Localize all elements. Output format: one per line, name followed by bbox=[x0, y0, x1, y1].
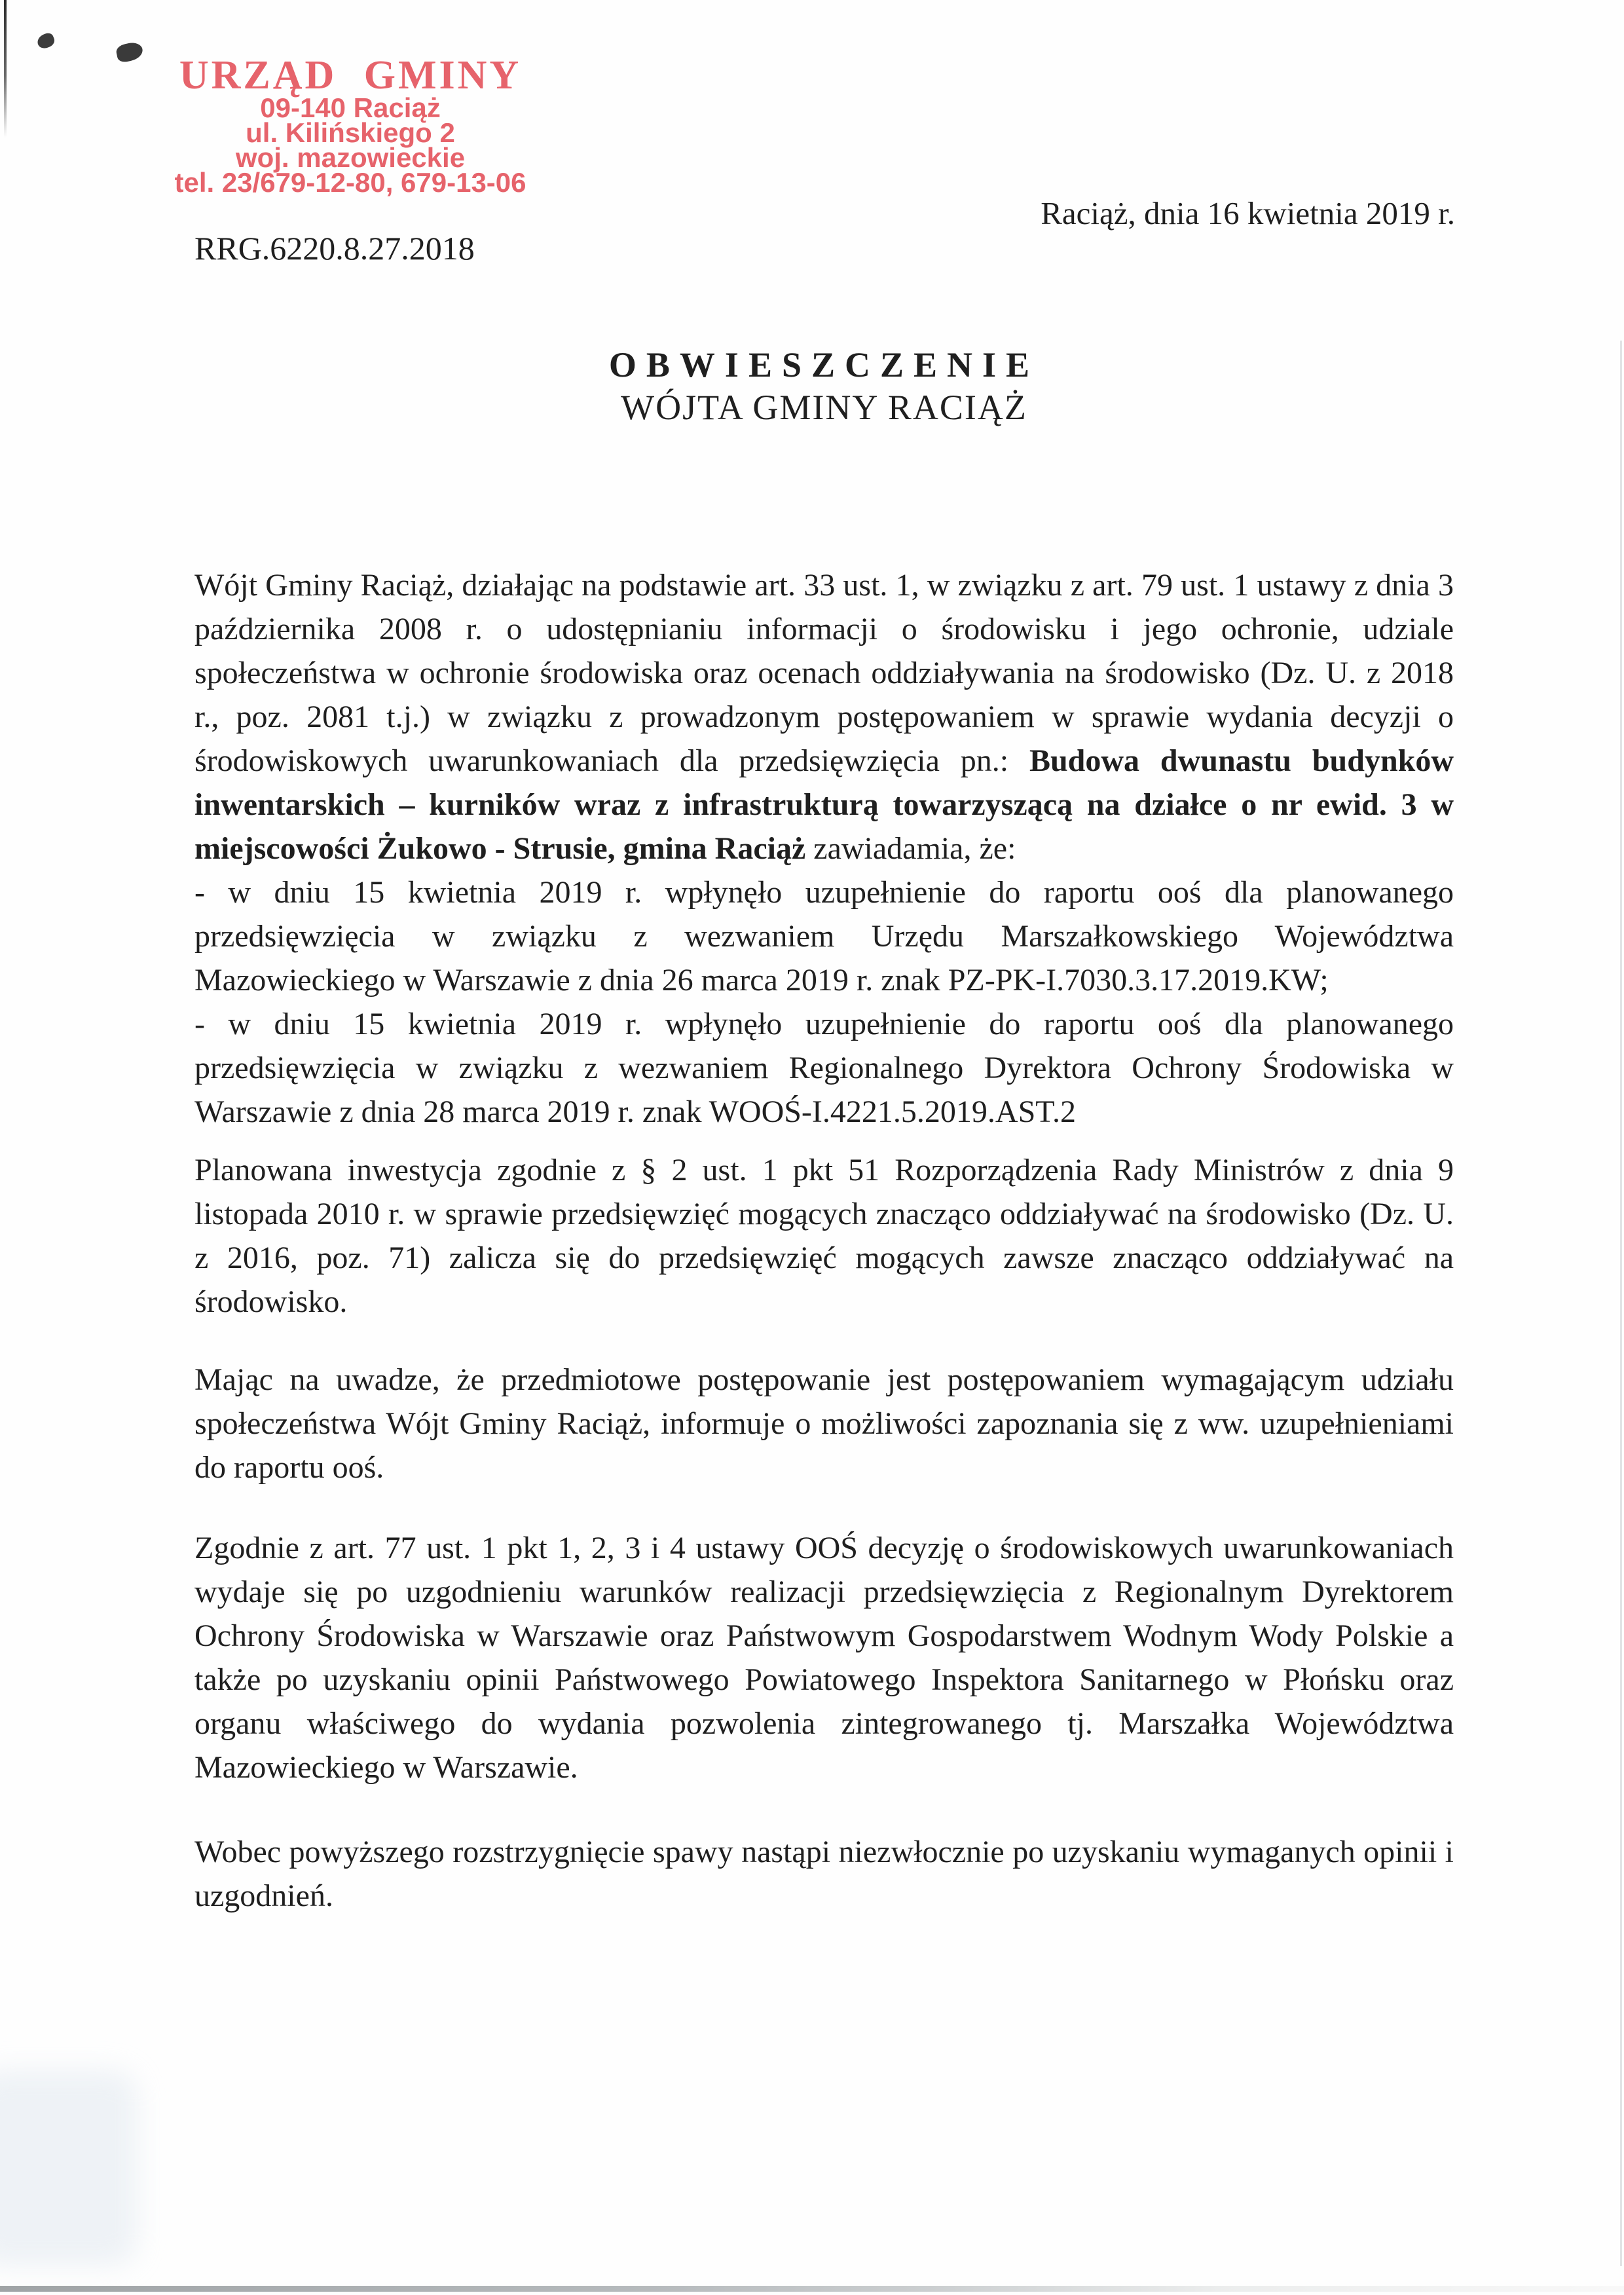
stamp-postal-city: 09-140 Raciąż bbox=[260, 92, 441, 123]
announcement-subtitle: WÓJTA GMINY RACIĄŻ bbox=[621, 388, 1027, 427]
office-stamp bbox=[160, 53, 540, 198]
update-bullet-1: - w dniu 15 kwietnia 2019 r. wpłynęło uzupełnienie do raportu ooś dla planowanego przedsięwzięcia w związku z wezwaniem Urzędu Marszałkowskiego Województwa Mazowieckiego w Warszawie z dnia 26 marca 2019 r. znak PZ-PK-I.7030.3.17.2019.KW; bbox=[194, 875, 1454, 998]
scan-edge-left bbox=[4, 0, 7, 138]
scan-edge-bottom bbox=[0, 2286, 1624, 2292]
body-paragraph-5: Wobec powyższego rozstrzygnięcie spawy nastąpi niezwłocznie po uzyskaniu wymaganych opinii i uzgodnień. bbox=[194, 1835, 1454, 1913]
place-date-line: Raciąż, dnia 16 kwietnia 2019 r. bbox=[1041, 195, 1455, 231]
stamp-voivodeship: woj. mazowieckie bbox=[235, 142, 466, 173]
scan-speck bbox=[35, 31, 56, 50]
announcement-title: OBWIESZCZENIE bbox=[608, 345, 1040, 384]
scan-shadow-bottom-left bbox=[0, 2070, 138, 2266]
title-block bbox=[194, 346, 1454, 426]
body-paragraph-3: Mając na uwadze, że przedmiotowe postępowanie jest postępowaniem wymagającym udziału społeczeństwa Wójt Gminy Raciąż, informuje o możliwości zapoznania się z ww. uzupełnieniami do raportu ooś. bbox=[194, 1362, 1454, 1485]
paragraph-1-tail: zawiadamia, że: bbox=[805, 831, 1016, 866]
case-number: RRG.6220.8.27.2018 bbox=[194, 230, 475, 267]
body-paragraph-1 bbox=[194, 563, 1454, 870]
body-paragraph-4: Zgodnie z art. 77 ust. 1 pkt 1, 2, 3 i 4 ustawy OOŚ decyzję o środowiskowych uwarunkowaniach wydaje się po uzgodnieniu warunków realizacji przedsięwzięcia z Regionalnym Dyrektorem Ochrony Środowiska w Warszawie oraz Państwowym Gospodarstwem Wodnym Wody Polskie a także po uzyskaniu opinii Państwowego Powiatowego Inspektora Sanitarnego w Płońsku oraz organu właściwego do wydania pozwolenia zintegrowanego tj. Marszałka Województwa Mazowieckiego w Warszawie. bbox=[194, 1531, 1454, 1785]
stamp-office-name: URZĄD GMINY bbox=[179, 53, 522, 98]
stamp-street: ul. Kilińskiego 2 bbox=[246, 117, 455, 148]
body-paragraph-2: Planowana inwestycja zgodnie z § 2 ust. 1 pkt 51 Rozporządzenia Rady Ministrów z dnia 9 listopada 2010 r. w sprawie przedsięwzięć mogących znacząco oddziaływać na środowisko (Dz. U. z 2016, poz. 71) zalicza się do przedsięwzięć mogących zawsze znacząco oddziaływać na środowisko. bbox=[194, 1153, 1454, 1319]
scan-edge-right bbox=[1620, 341, 1622, 2266]
paragraph-1-lead: Wójt Gminy Raciąż, działając na podstawie art. 33 ust. 1, w związku z art. 79 ust. 1 ustawy z dnia 3 października 2008 r. o udostępnianiu informacji o środowisku i jego ochronie, udziale społeczeństwa w ochronie środowiska oraz ocenach oddziaływania na środowisko (Dz. U. z 2018 r., poz. 2081 t.j.) w związku z prowadzonym postępowaniem w sprawie wydania decyzji o środowiskowych uwarunkowaniach dla przedsięwzięcia pn.: bbox=[194, 568, 1454, 778]
stamp-phone: tel. 23/679-12-80, 679-13-06 bbox=[174, 167, 526, 198]
project-name-bold: Budowa dwunastu budynków inwentarskich – kurników wraz z infrastrukturą towarzyszącą na działce o nr ewid. 3 w miejscowości Żukowo - Strusie, gmina Raciąż bbox=[194, 743, 1454, 866]
update-bullet-2: - w dniu 15 kwietnia 2019 r. wpłynęło uzupełnienie do raportu ooś dla planowanego przedsięwzięcia w związku z wezwaniem Regionalnego Dyrektora Ochrony Środowiska w Warszawie z dnia 28 marca 2019 r. znak WOOŚ-I.4221.5.2019.AST.2 bbox=[194, 1007, 1454, 1129]
document-body bbox=[194, 563, 1454, 1918]
scan-speck bbox=[115, 41, 145, 64]
